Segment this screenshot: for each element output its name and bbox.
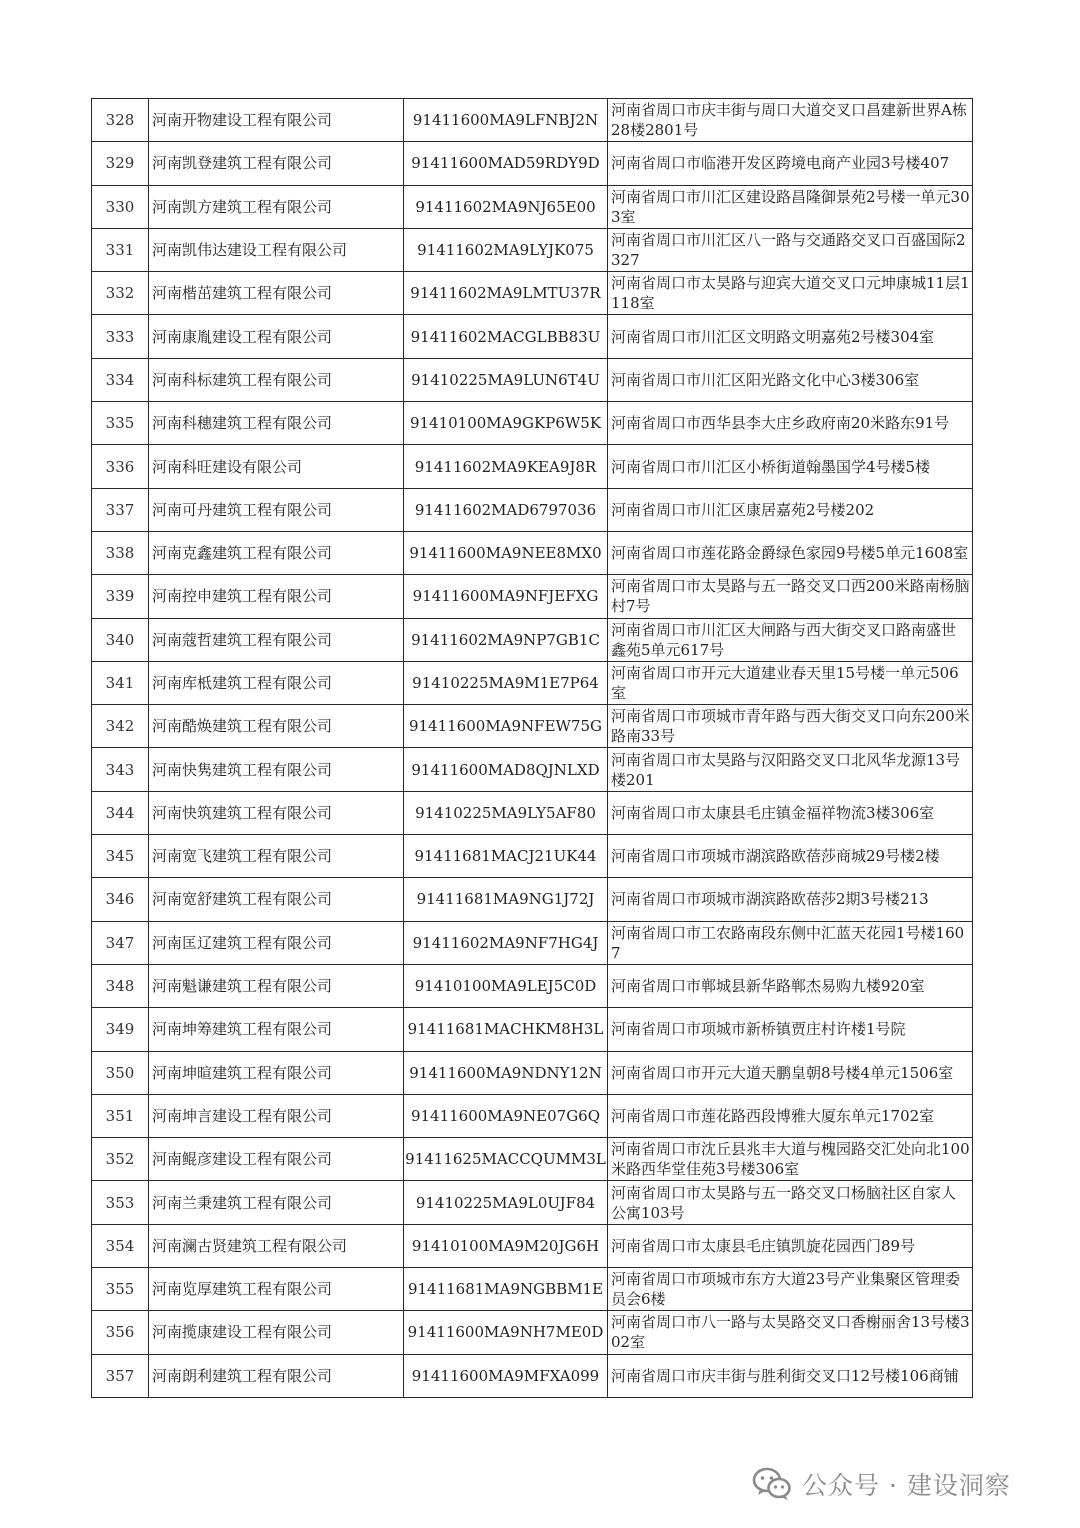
company-name: 河南鲲彦建设工程有限公司	[149, 1138, 404, 1181]
company-address: 河南省周口市郸城县新华路郸杰易购九楼920室	[608, 964, 973, 1007]
company-name: 河南科穗建筑工程有限公司	[149, 402, 404, 445]
company-address: 河南省周口市川汇区康居嘉苑2号楼202	[608, 488, 973, 531]
table-row	[92, 531, 973, 574]
table-row	[92, 488, 973, 531]
company-name: 河南蔻哲建筑工程有限公司	[149, 618, 404, 661]
company-address: 河南省周口市太康县毛庄镇金福祥物流3楼306室	[608, 791, 973, 834]
credit-code: 91411681MACHKM8H3L	[404, 1008, 608, 1051]
credit-code: 91411600MA9NH7ME0D	[404, 1311, 608, 1354]
table-row	[92, 1181, 973, 1224]
row-number: 350	[92, 1051, 149, 1094]
table-row	[92, 99, 973, 142]
company-address: 河南省周口市庆丰街与胜利街交叉口12号楼106商铺	[608, 1354, 973, 1397]
company-address: 河南省周口市庆丰街与周口大道交叉口昌建新世界A栋28楼2801号	[608, 99, 973, 142]
table-row	[92, 748, 973, 791]
table-row	[92, 185, 973, 228]
company-name: 河南朗利建筑工程有限公司	[149, 1354, 404, 1397]
company-name: 河南快隽建筑工程有限公司	[149, 748, 404, 791]
row-number: 348	[92, 964, 149, 1007]
row-number: 351	[92, 1094, 149, 1137]
company-name: 河南克鑫建筑工程有限公司	[149, 531, 404, 574]
credit-code: 91411600MA9MFXA099	[404, 1354, 608, 1397]
company-name: 河南兰秉建筑工程有限公司	[149, 1181, 404, 1224]
credit-code: 91410225MA9M1E7P64	[404, 661, 608, 704]
company-name: 河南开物建设工程有限公司	[149, 99, 404, 142]
credit-code: 91410225MA9LY5AF80	[404, 791, 608, 834]
company-name: 河南坤言建设工程有限公司	[149, 1094, 404, 1137]
company-address: 河南省周口市项城市湖滨路欧蓓莎2期3号楼213	[608, 878, 973, 921]
credit-code: 91411600MAD8QJNLXD	[404, 748, 608, 791]
company-address: 河南省周口市八一路与太昊路交叉口香榭丽舍13号楼302室	[608, 1311, 973, 1354]
row-number: 347	[92, 921, 149, 964]
row-number: 329	[92, 142, 149, 185]
row-number: 345	[92, 835, 149, 878]
company-name: 河南快筑建筑工程有限公司	[149, 791, 404, 834]
company-name: 河南酷焕建筑工程有限公司	[149, 705, 404, 748]
table-row	[92, 791, 973, 834]
table-row	[92, 575, 973, 618]
company-address: 河南省周口市项城市东方大道23号产业集聚区管理委员会6楼	[608, 1268, 973, 1311]
row-number: 340	[92, 618, 149, 661]
company-name: 河南凯登建筑工程有限公司	[149, 142, 404, 185]
credit-code: 91411600MA9NFJEFXG	[404, 575, 608, 618]
table-row	[92, 358, 973, 401]
row-number: 352	[92, 1138, 149, 1181]
row-number: 343	[92, 748, 149, 791]
company-name: 河南匡辽建筑工程有限公司	[149, 921, 404, 964]
credit-code: 91410100MA9M20JG6H	[404, 1224, 608, 1267]
row-number: 357	[92, 1354, 149, 1397]
company-name: 河南凯方建筑工程有限公司	[149, 185, 404, 228]
company-name: 河南科标建筑工程有限公司	[149, 358, 404, 401]
row-number: 337	[92, 488, 149, 531]
credit-code: 91411600MA9NEE8MX0	[404, 531, 608, 574]
credit-code: 91411602MA9KEA9J8R	[404, 445, 608, 488]
row-number: 331	[92, 228, 149, 271]
company-address: 河南省周口市莲花路金爵绿色家园9号楼5单元1608室	[608, 531, 973, 574]
row-number: 335	[92, 402, 149, 445]
watermark	[752, 1466, 1011, 1502]
company-address: 河南省周口市项城市青年路与西大街交叉口向东200米路南33号	[608, 705, 973, 748]
credit-code: 91411600MA9NFEW75G	[404, 705, 608, 748]
credit-code: 91411600MAD59RDY9D	[404, 142, 608, 185]
credit-code: 91410225MA9L0UJF84	[404, 1181, 608, 1224]
company-name: 河南坤筹建筑工程有限公司	[149, 1008, 404, 1051]
company-name: 河南楷茁建筑工程有限公司	[149, 272, 404, 315]
company-address: 河南省周口市太康县毛庄镇凯旋花园西门89号	[608, 1224, 973, 1267]
credit-code: 91411600MA9LFNBJ2N	[404, 99, 608, 142]
row-number: 346	[92, 878, 149, 921]
row-number: 336	[92, 445, 149, 488]
credit-code: 91411602MAD6797036	[404, 488, 608, 531]
row-number: 334	[92, 358, 149, 401]
row-number: 333	[92, 315, 149, 358]
row-number: 338	[92, 531, 149, 574]
credit-code: 91411600MA9NE07G6Q	[404, 1094, 608, 1137]
company-name: 河南澜古贤建筑工程有限公司	[149, 1224, 404, 1267]
credit-code: 91411602MA9LMTU37R	[404, 272, 608, 315]
company-address: 河南省周口市太昊路与汉阳路交叉口北风华龙源13号楼201	[608, 748, 973, 791]
company-address: 河南省周口市太昊路与五一路交叉口杨脑社区自家人公寓103号	[608, 1181, 973, 1224]
company-address: 河南省周口市莲花路西段博雅大厦东单元1702室	[608, 1094, 973, 1137]
table-row	[92, 705, 973, 748]
row-number: 349	[92, 1008, 149, 1051]
company-address: 河南省周口市川汇区小桥街道翰墨国学4号楼5楼	[608, 445, 973, 488]
table-row	[92, 1051, 973, 1094]
company-address: 河南省周口市项城市湖滨路欧蓓莎商城29号楼2楼	[608, 835, 973, 878]
company-address: 河南省周口市工农路南段东侧中汇蓝天花园1号楼1607	[608, 921, 973, 964]
table-row	[92, 1224, 973, 1267]
table-row	[92, 618, 973, 661]
table-row	[92, 878, 973, 921]
company-address: 河南省周口市项城市新桥镇贾庄村许楼1号院	[608, 1008, 973, 1051]
company-address: 河南省周口市临港开发区跨境电商产业园3号楼407	[608, 142, 973, 185]
row-number: 356	[92, 1311, 149, 1354]
row-number: 353	[92, 1181, 149, 1224]
company-name: 河南坤暄建筑工程有限公司	[149, 1051, 404, 1094]
row-number: 354	[92, 1224, 149, 1267]
table-row	[92, 272, 973, 315]
company-name: 河南凯伟达建设工程有限公司	[149, 228, 404, 271]
table-row	[92, 661, 973, 704]
table-row	[92, 1311, 973, 1354]
company-address: 河南省周口市川汇区八一路与交通路交叉口百盛国际2327	[608, 228, 973, 271]
credit-code: 91411681MA9NGBBM1E	[404, 1268, 608, 1311]
company-name: 河南宽飞建筑工程有限公司	[149, 835, 404, 878]
company-address: 河南省周口市开元大道天鹏皇朝8号楼4单元1506室	[608, 1051, 973, 1094]
row-number: 341	[92, 661, 149, 704]
credit-code: 91411681MACJ21UK44	[404, 835, 608, 878]
company-name: 河南控申建筑工程有限公司	[149, 575, 404, 618]
company-name: 河南览厚建筑工程有限公司	[149, 1268, 404, 1311]
row-number: 344	[92, 791, 149, 834]
watermark-text: 公众号 · 建设洞察	[802, 1471, 1011, 1500]
credit-code: 91411600MA9NDNY12N	[404, 1051, 608, 1094]
table-row	[92, 835, 973, 878]
company-name: 河南魁谦建筑工程有限公司	[149, 964, 404, 1007]
table-row	[92, 402, 973, 445]
company-address: 河南省周口市西华县李大庄乡政府南20米路东91号	[608, 402, 973, 445]
company-name: 河南宽舒建筑工程有限公司	[149, 878, 404, 921]
credit-code: 91411602MA9NF7HG4J	[404, 921, 608, 964]
company-address: 河南省周口市太昊路与迎宾大道交叉口元坤康城11层1118室	[608, 272, 973, 315]
company-address: 河南省周口市太昊路与五一路交叉口西200米路南杨脑村7号	[608, 575, 973, 618]
company-name: 河南揽康建设工程有限公司	[149, 1311, 404, 1354]
row-number: 328	[92, 99, 149, 142]
table-row	[92, 1138, 973, 1181]
credit-code: 91411602MA9NP7GB1C	[404, 618, 608, 661]
company-name: 河南科旺建设有限公司	[149, 445, 404, 488]
credit-code: 91411625MACCQUMM3L	[404, 1138, 608, 1181]
row-number: 342	[92, 705, 149, 748]
company-address: 河南省周口市开元大道建业春天里15号楼一单元506室	[608, 661, 973, 704]
company-address: 河南省周口市川汇区大闸路与西大街交叉口路南盛世鑫苑5单元617号	[608, 618, 973, 661]
row-number: 330	[92, 185, 149, 228]
company-address: 河南省周口市川汇区建设路昌隆御景苑2号楼一单元303室	[608, 185, 973, 228]
company-name: 河南康胤建设工程有限公司	[149, 315, 404, 358]
table-row	[92, 445, 973, 488]
credit-code: 91410100MA9LEJ5C0D	[404, 964, 608, 1007]
credit-code: 91411602MACGLBB83U	[404, 315, 608, 358]
wechat-icon	[752, 1466, 792, 1502]
company-name: 河南库柢建筑工程有限公司	[149, 661, 404, 704]
credit-code: 91410100MA9GKP6W5K	[404, 402, 608, 445]
credit-code: 91411602MA9NJ65E00	[404, 185, 608, 228]
company-address: 河南省周口市川汇区文明路文明嘉苑2号楼304室	[608, 315, 973, 358]
credit-code: 91411602MA9LYJK075	[404, 228, 608, 271]
row-number: 339	[92, 575, 149, 618]
company-table	[91, 98, 973, 1398]
table-row	[92, 1354, 973, 1397]
table-row	[92, 1094, 973, 1137]
row-number: 332	[92, 272, 149, 315]
table-row	[92, 142, 973, 185]
company-name: 河南可丹建筑工程有限公司	[149, 488, 404, 531]
table-row	[92, 1268, 973, 1311]
row-number: 355	[92, 1268, 149, 1311]
company-address: 河南省周口市沈丘县兆丰大道与槐园路交汇处向北100米路西华堂佳苑3号楼306室	[608, 1138, 973, 1181]
table-row	[92, 1008, 973, 1051]
table-row	[92, 921, 973, 964]
table-row	[92, 964, 973, 1007]
company-address: 河南省周口市川汇区阳光路文化中心3楼306室	[608, 358, 973, 401]
credit-code: 91410225MA9LUN6T4U	[404, 358, 608, 401]
table-row	[92, 228, 973, 271]
table-row	[92, 315, 973, 358]
credit-code: 91411681MA9NG1J72J	[404, 878, 608, 921]
